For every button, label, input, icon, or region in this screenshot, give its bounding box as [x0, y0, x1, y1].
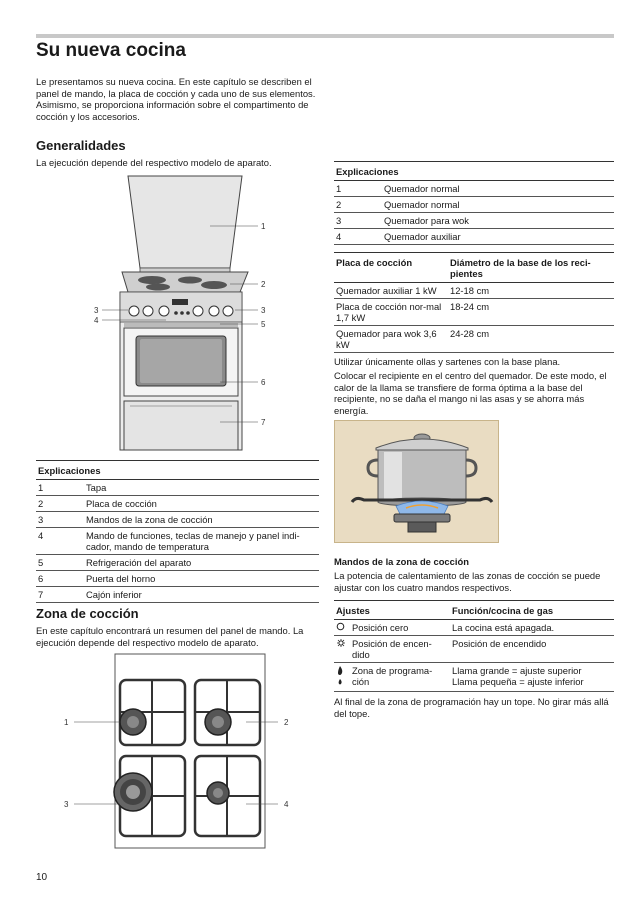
stove-label-4: 4	[94, 316, 99, 325]
page-title: Su nueva cocina	[36, 40, 186, 61]
diametros-table	[334, 252, 614, 353]
table-row: 3 Mandos de la zona de cocción	[36, 512, 319, 528]
pot-on-burner-illustration	[334, 420, 499, 543]
stove-label-7: 7	[261, 418, 266, 427]
table-row: Zona de programa-ción Llama grande = ajuste superior Llama pequeña = ajuste inferior	[334, 663, 614, 692]
table-row: 7 Cajón inferior	[36, 587, 319, 603]
ajustes-table	[334, 600, 614, 692]
intro-text: Le presentamos su nueva cocina. En este capítulo se describen el panel de mando, la placa de cocción y cada uno de sus elementos. Asimismo, se proporciona información sobre el compartimento de cocción y los accesorios.	[36, 76, 316, 122]
consejo-1: Utilizar únicamente ollas y sartenes con la base plana.	[334, 356, 561, 367]
table-row: 6 Puerta del horno	[36, 571, 319, 587]
generalidades-text: La ejecución depende del respectivo modelo de aparato.	[36, 157, 272, 168]
flame-icon	[336, 665, 352, 689]
quemadores-header: Explicaciones	[334, 162, 614, 181]
stove-label-1: 1	[261, 222, 266, 231]
hob-label-4: 4	[284, 800, 289, 809]
table-row: 1 Tapa	[36, 480, 319, 496]
table-row: 2 Quemador normal	[334, 197, 614, 213]
consejo-2: Colocar el recipiente en el centro del quemador. De este modo, el calor de la llama se transfiere de forma óptima a la base del recipiente, no se daña el mango ni las asas y se ahorra más energía.	[334, 370, 607, 416]
zona-heading: Zona de cocción	[36, 606, 139, 621]
table-row: Quemador para wok 3,6 kW 24-28 cm	[334, 326, 614, 353]
table-row: 1 Quemador normal	[334, 181, 614, 197]
stove-label-5: 5	[261, 320, 266, 329]
mandos-heading: Mandos de la zona de cocción	[334, 556, 469, 567]
top-rule	[36, 34, 614, 38]
hob-label-2: 2	[284, 718, 289, 727]
ajustes-col2: Función/cocina de gas	[450, 601, 614, 620]
diametros-col2: Diámetro de la base de los reci-pientes	[448, 253, 614, 283]
hob-label-3: 3	[64, 800, 69, 809]
diametros-col1: Placa de cocción	[334, 253, 448, 283]
quemadores-table	[334, 161, 614, 245]
table-row: 5 Refrigeración del aparato	[36, 555, 319, 571]
table-row: 4 Mando de funciones, teclas de manejo y panel indi-cador, mando de temperatura	[36, 528, 319, 555]
table-row: Posición de encen-dido Posición de encendido	[334, 636, 614, 663]
table-row: 4 Quemador auxiliar	[334, 229, 614, 245]
page-number: 10	[36, 872, 48, 883]
mandos-text: La potencia de calentamiento de las zonas de cocción se puede ajustar con los cuatro mandos respectivos.	[334, 570, 601, 593]
zona-text: En este capítulo encontrará un resumen del panel de mando. La ejecución depende del respectivo modelo de aparato.	[36, 625, 304, 648]
table-row: Posición cero La cocina está apagada.	[334, 620, 614, 636]
hob-illustration	[50, 652, 310, 852]
explicaciones-header: Explicaciones	[36, 461, 319, 480]
stove-label-3-right: 3	[261, 306, 266, 315]
explicaciones-table	[36, 460, 319, 603]
table-row: Placa de cocción nor-mal 1,7 kW 18-24 cm	[334, 299, 614, 326]
stove-label-6: 6	[261, 378, 266, 387]
spark-icon	[336, 638, 352, 650]
table-row: 3 Quemador para wok	[334, 213, 614, 229]
stove-illustration	[80, 168, 290, 453]
mandos-footer: Al final de la zona de programación hay un tope. No girar más allá del tope.	[334, 696, 609, 719]
stove-label-2: 2	[261, 280, 266, 289]
ajustes-col1: Ajustes	[334, 601, 450, 620]
hob-label-1: 1	[64, 718, 69, 727]
table-row: 2 Placa de cocción	[36, 496, 319, 512]
stove-label-3-left: 3	[94, 306, 99, 315]
table-row: Quemador auxiliar 1 kW 12-18 cm	[334, 283, 614, 299]
circle-icon	[336, 622, 352, 633]
generalidades-heading: Generalidades	[36, 138, 126, 153]
